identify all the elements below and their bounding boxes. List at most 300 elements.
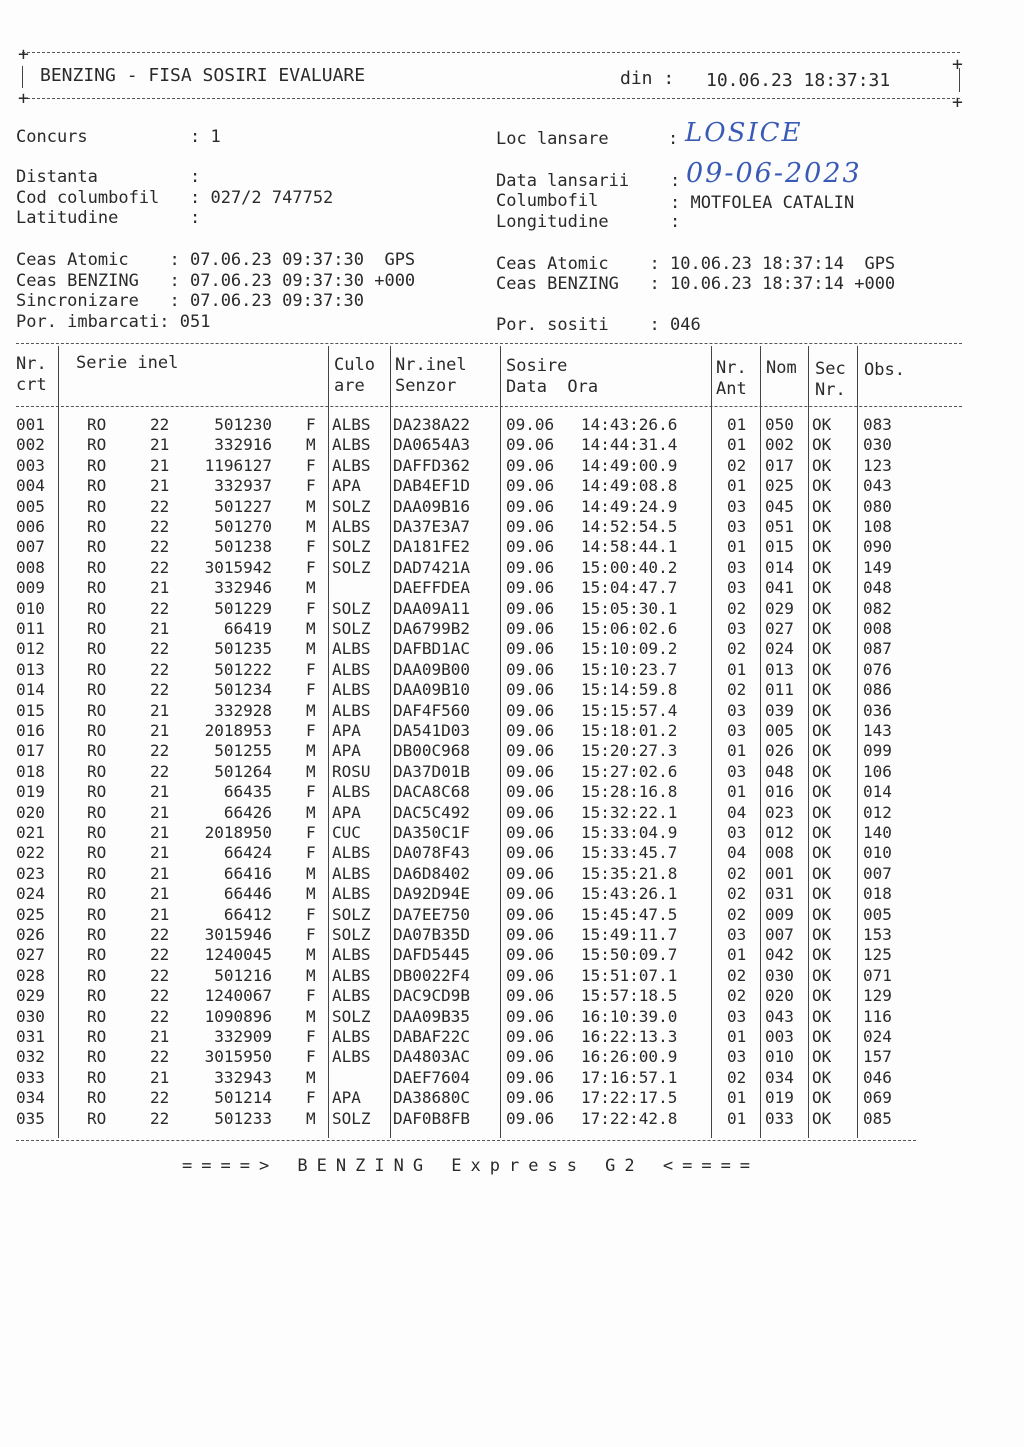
cell-arrival-time: 15:10:23.7 [581,659,678,679]
por-imbarcati: Por. imbarcati: 051 [16,312,211,332]
cell-arrival-date: 09.06 [506,782,555,802]
cell-country: RO [87,1027,107,1046]
cell-arrival-time: 15:33:04.9 [581,823,678,842]
cell-ring-number: 1240045 [204,945,272,965]
cell-year: 22 [150,1108,170,1128]
cell-obs: 005 [863,904,892,924]
cell-sec: OK [812,802,832,822]
cell-nr-ant: 02 [727,863,747,883]
cell-nom: 015 [765,537,794,557]
cell-nr-ant: 02 [727,965,747,985]
cell-arrival-time: 17:22:17.5 [581,1088,678,1108]
cell-color: ALBS [332,435,371,455]
cell-sec: OK [812,415,832,434]
cell-country: RO [87,761,107,781]
cell-sensor-ring: DAFFD362 [393,455,471,475]
cell-country: RO [87,517,107,536]
cell-color: SOLZ [332,925,371,944]
table-bottom-border [16,1140,916,1141]
loc-value-handwritten: LOSICE [685,118,803,148]
cell-color: CUC [332,823,361,842]
table-row [0,1007,1024,1027]
header-corner-br: + [952,92,963,113]
table-header-bottom-border [16,406,962,407]
cell-year: 21 [150,435,170,455]
cell-year: 21 [150,721,170,740]
cod-value: : 027/2 747752 [190,188,334,208]
cell-nom: 042 [765,945,794,965]
table-row [0,823,1024,843]
cell-obs: 123 [863,455,892,475]
cell-ring-number: 501234 [214,680,272,700]
cell-sensor-ring: DAFBD1AC [393,639,471,659]
cell-nr-crt: 003 [16,455,45,475]
cell-country: RO [87,496,107,516]
cell-arrival-time: 16:22:13.3 [581,1027,678,1046]
cell-year: 21 [150,1027,170,1046]
th-crt: crt [16,375,47,395]
cell-sec: OK [812,700,832,720]
cell-obs: 080 [863,496,892,516]
cell-sex: M [306,965,316,985]
cell-country: RO [87,557,107,577]
cell-color: ALBS [332,455,371,475]
table-row [0,476,1024,496]
distanta-value: : [190,167,201,187]
cell-arrival-time: 14:43:26.6 [581,415,678,434]
th-nr: Nr. [16,354,47,374]
cell-color: SOLZ [332,557,371,577]
cell-sex: F [306,1047,316,1067]
cell-country: RO [87,1088,107,1108]
cell-sensor-ring: DAB4EF1D [393,476,471,496]
th-nom: Nom [766,358,797,378]
cell-sec: OK [812,1006,832,1026]
cell-sec: OK [812,823,832,842]
cell-country: RO [87,1067,107,1087]
cell-sex: F [306,925,316,944]
cell-year: 21 [150,476,170,496]
cell-sex: M [306,1067,316,1087]
cell-sec: OK [812,945,832,965]
cell-arrival-time: 15:18:01.2 [581,721,678,740]
cell-sec: OK [812,578,832,598]
cell-arrival-time: 14:44:31.4 [581,435,678,455]
cell-nr-crt: 016 [16,721,45,740]
cell-nr-crt: 015 [16,700,45,720]
header-corner-tr: + [952,54,963,75]
cell-ring-number: 501230 [214,415,272,434]
cell-nr-crt: 020 [16,802,45,822]
cell-country: RO [87,680,107,700]
cell-nom: 025 [765,476,794,496]
th-senzor: Senzor [395,376,457,396]
cell-color: ALBS [332,782,371,802]
cell-nr-ant: 01 [727,945,747,965]
cell-ring-number: 3015950 [204,1047,272,1067]
cell-year: 21 [150,884,170,904]
table-row [0,701,1024,721]
data-label: Data lansarii [496,171,630,191]
cell-ring-number: 501233 [214,1108,272,1128]
cell-nom: 020 [765,986,794,1006]
table-row [0,639,1024,659]
cell-arrival-date: 09.06 [506,925,555,944]
th-sec-nr: Nr. [815,380,846,400]
cell-color: ALBS [332,945,371,965]
cell-country: RO [87,455,107,475]
cell-year: 22 [150,415,170,434]
cell-nr-ant: 03 [727,1006,747,1026]
clock-right-atomic: Ceas Atomic : 10.06.23 18:37:14 GPS [496,254,896,274]
table-row [0,619,1024,639]
cell-sex: F [306,455,316,475]
cell-color: ALBS [332,700,371,720]
cell-nr-crt: 008 [16,557,45,577]
cell-obs: 085 [863,1108,892,1128]
cell-nr-ant: 04 [727,802,747,822]
cell-arrival-date: 09.06 [506,455,555,475]
cell-sec: OK [812,455,832,475]
footer-brand: ====> BENZING Express G2 <==== [182,1156,760,1176]
th-nr-ant: Nr. [716,358,747,378]
cell-arrival-date: 09.06 [506,1067,555,1087]
cell-nr-crt: 034 [16,1088,45,1108]
columbofil-label: Columbofil [496,191,599,211]
cell-color: APA [332,802,361,822]
cell-color: SOLZ [332,496,371,516]
cell-year: 22 [150,925,170,944]
cell-country: RO [87,904,107,924]
cell-sensor-ring: DAA09A11 [393,598,471,618]
cell-obs: 007 [863,863,892,883]
data-colon: : [670,171,681,191]
cell-ring-number: 501227 [214,496,272,516]
cell-nom: 024 [765,639,794,659]
cell-nr-ant: 02 [727,680,747,700]
cell-arrival-time: 14:58:44.1 [581,537,678,557]
cell-obs: 090 [863,537,892,557]
cell-color: SOLZ [332,537,371,557]
clock-right-benzing: Ceas BENZING : 10.06.23 18:37:14 +000 [496,274,896,294]
cell-arrival-time: 15:35:21.8 [581,863,678,883]
header-bottom-border [22,98,960,99]
cell-arrival-date: 09.06 [506,1047,555,1067]
cell-color: ALBS [332,843,371,863]
cell-ring-number: 66435 [223,782,272,802]
cell-nom: 017 [765,455,794,475]
cell-color: ALBS [332,1047,371,1067]
cell-year: 21 [150,863,170,883]
cell-sensor-ring: DAF0B8FB [393,1108,471,1128]
cell-sensor-ring: DAA09B16 [393,496,471,516]
table-row [0,945,1024,965]
cell-nom: 043 [765,1006,794,1026]
cell-year: 21 [150,904,170,924]
cell-sec: OK [812,741,832,761]
cell-sex: M [306,863,316,883]
cell-sex: F [306,476,316,496]
cell-year: 22 [150,598,170,618]
cell-arrival-date: 09.06 [506,578,555,598]
columbofil-value: : MOTFOLEA CATALIN [670,193,855,213]
cell-color: SOLZ [332,598,371,618]
cell-nom: 034 [765,1067,794,1087]
cell-nr-ant: 02 [727,1067,747,1087]
cell-nr-ant: 01 [727,1027,747,1046]
cell-obs: 087 [863,639,892,659]
header-top-border [22,52,960,53]
cell-nr-ant: 01 [727,415,747,434]
cell-country: RO [87,619,107,638]
table-row [0,660,1024,680]
cell-sex: M [306,1006,316,1026]
cell-obs: 149 [863,557,892,577]
clock-left-benzing: Ceas BENZING : 07.06.23 09:37:30 +000 [16,271,416,291]
cell-obs: 024 [863,1027,892,1046]
cell-arrival-time: 16:26:00.9 [581,1047,678,1067]
cell-nom: 019 [765,1088,794,1108]
cell-sex: F [306,598,316,618]
cell-country: RO [87,823,107,842]
header-corner-bl: + [18,88,29,109]
cell-nom: 005 [765,721,794,740]
cell-arrival-date: 09.06 [506,476,555,496]
cell-obs: 069 [863,1088,892,1108]
cell-nr-ant: 01 [727,1108,747,1128]
cell-year: 21 [150,455,170,475]
cell-country: RO [87,945,107,965]
cell-obs: 036 [863,700,892,720]
cell-nr-crt: 023 [16,863,45,883]
cell-arrival-date: 09.06 [506,1108,555,1128]
cell-nr-crt: 031 [16,1027,45,1046]
cell-nr-crt: 007 [16,537,45,557]
cell-country: RO [87,435,107,455]
cell-arrival-time: 15:05:30.1 [581,598,678,618]
cell-nr-ant: 01 [727,1088,747,1108]
cell-sec: OK [812,1027,832,1046]
cell-arrival-time: 15:43:26.1 [581,884,678,904]
cell-color: APA [332,476,361,496]
cell-year: 22 [150,680,170,700]
cell-ring-number: 1240067 [204,986,272,1006]
cell-sec: OK [812,639,832,659]
cell-sensor-ring: DA6D8402 [393,863,471,883]
cell-sex: M [306,741,316,761]
cell-nr-ant: 01 [727,435,747,455]
cell-nom: 026 [765,741,794,761]
header-right-border [959,68,960,92]
cell-sec: OK [812,904,832,924]
cell-year: 22 [150,986,170,1006]
cell-nr-crt: 022 [16,843,45,863]
cell-country: RO [87,639,107,659]
cell-country: RO [87,598,107,618]
cell-nr-ant: 03 [727,578,747,598]
cell-sec: OK [812,1047,832,1067]
cell-ring-number: 501270 [214,517,272,536]
table-row [0,435,1024,455]
cell-arrival-date: 09.06 [506,537,555,557]
cell-color: APA [332,741,361,761]
cell-nom: 033 [765,1108,794,1128]
cell-obs: 030 [863,435,892,455]
cell-nr-ant: 04 [727,843,747,863]
cell-color: ALBS [332,517,371,536]
table-row [0,415,1024,435]
cell-ring-number: 332928 [214,700,272,720]
cell-ring-number: 66419 [223,619,272,638]
cell-arrival-date: 09.06 [506,557,555,577]
cell-sec: OK [812,843,832,863]
cell-color: SOLZ [332,904,371,924]
cell-sensor-ring: DA37D01B [393,761,471,781]
cell-ring-number: 1196127 [204,455,272,475]
cell-country: RO [87,721,107,740]
cell-arrival-date: 09.06 [506,1006,555,1026]
cell-nom: 001 [765,863,794,883]
cell-sec: OK [812,1088,832,1108]
cell-nr-ant: 02 [727,884,747,904]
cell-nr-ant: 01 [727,782,747,802]
cell-ring-number: 332937 [214,476,272,496]
cell-nom: 051 [765,517,794,536]
cell-obs: 106 [863,761,892,781]
cell-sex: M [306,435,316,455]
cell-ring-number: 501222 [214,659,272,679]
cell-sex: F [306,1088,316,1108]
cell-nr-crt: 018 [16,761,45,781]
cell-nr-crt: 029 [16,986,45,1006]
cell-year: 22 [150,741,170,761]
cell-nr-crt: 006 [16,517,45,536]
cell-country: RO [87,537,107,557]
distanta-label: Distanta [16,167,98,187]
cell-nom: 011 [765,680,794,700]
cell-sensor-ring: DAFD5445 [393,945,471,965]
cell-arrival-date: 09.06 [506,986,555,1006]
table-row [0,680,1024,700]
cell-sex: F [306,537,316,557]
cell-country: RO [87,415,107,434]
cell-nr-crt: 005 [16,496,45,516]
latitudine-label: Latitudine [16,208,119,228]
cell-nr-crt: 017 [16,741,45,761]
cell-arrival-date: 09.06 [506,823,555,842]
cell-arrival-date: 09.06 [506,884,555,904]
cell-sensor-ring: DAA09B00 [393,659,471,679]
cell-nom: 016 [765,782,794,802]
cell-nr-ant: 01 [727,659,747,679]
cell-year: 21 [150,843,170,863]
cell-nr-crt: 011 [16,619,45,638]
cell-color: ALBS [332,680,371,700]
cell-sex: M [306,802,316,822]
cell-color: ALBS [332,863,371,883]
cell-nom: 048 [765,761,794,781]
cell-nom: 031 [765,884,794,904]
cell-color: ALBS [332,639,371,659]
cell-obs: 153 [863,925,892,944]
cell-obs: 043 [863,476,892,496]
cell-sensor-ring: DAEFFDEA [393,578,471,598]
cell-nr-ant: 02 [727,455,747,475]
cell-arrival-time: 15:14:59.8 [581,680,678,700]
th-are: are [334,376,365,396]
cell-arrival-date: 09.06 [506,721,555,740]
cell-sex: M [306,639,316,659]
cell-sec: OK [812,517,832,536]
cell-sensor-ring: DA07B35D [393,925,471,944]
cell-nr-crt: 027 [16,945,45,965]
cell-arrival-time: 15:28:16.8 [581,782,678,802]
table-row [0,537,1024,557]
cell-arrival-time: 15:33:45.7 [581,843,678,863]
cell-arrival-time: 15:32:22.1 [581,802,678,822]
cell-year: 22 [150,761,170,781]
cell-nr-crt: 012 [16,639,45,659]
cell-sex: F [306,823,316,842]
cell-arrival-date: 09.06 [506,1088,555,1108]
th-sosire: Sosire [506,356,568,376]
cell-nr-crt: 032 [16,1047,45,1067]
cell-sec: OK [812,884,832,904]
cell-nom: 023 [765,802,794,822]
cell-obs: 116 [863,1006,892,1026]
cell-ring-number: 332909 [214,1027,272,1046]
cell-country: RO [87,843,107,863]
cell-sec: OK [812,721,832,740]
cell-obs: 071 [863,965,892,985]
cell-obs: 125 [863,945,892,965]
cell-ring-number: 2018953 [204,721,272,740]
cell-arrival-time: 15:10:09.2 [581,639,678,659]
cell-sec: OK [812,1067,832,1087]
cell-nr-ant: 01 [727,537,747,557]
cell-arrival-time: 15:27:02.6 [581,761,678,781]
cell-obs: 008 [863,619,892,638]
cell-ring-number: 1090896 [204,1006,272,1026]
cell-country: RO [87,741,107,761]
cell-year: 21 [150,619,170,638]
cell-arrival-time: 15:06:02.6 [581,619,678,638]
cell-arrival-time: 14:49:00.9 [581,455,678,475]
cell-arrival-time: 15:20:27.3 [581,741,678,761]
cell-sensor-ring: DA238A22 [393,415,471,434]
loc-colon: : [668,129,679,149]
table-row [0,803,1024,823]
cell-nr-crt: 019 [16,782,45,802]
cell-arrival-date: 09.06 [506,517,555,536]
cell-nom: 045 [765,496,794,516]
cell-year: 21 [150,823,170,842]
cod-label: Cod columbofil [16,188,160,208]
clock-left-atomic: Ceas Atomic : 07.06.23 09:37:30 GPS [16,250,416,270]
cell-sex: M [306,945,316,965]
cell-sensor-ring: DACA8C68 [393,782,471,802]
cell-sec: OK [812,557,832,577]
cell-sec: OK [812,782,832,802]
cell-color: APA [332,721,361,740]
cell-year: 22 [150,945,170,965]
cell-nr-ant: 02 [727,598,747,618]
cell-country: RO [87,782,107,802]
cell-ring-number: 501216 [214,965,272,985]
cell-nr-ant: 02 [727,986,747,1006]
cell-color: ALBS [332,1027,371,1046]
cell-arrival-time: 15:00:40.2 [581,557,678,577]
